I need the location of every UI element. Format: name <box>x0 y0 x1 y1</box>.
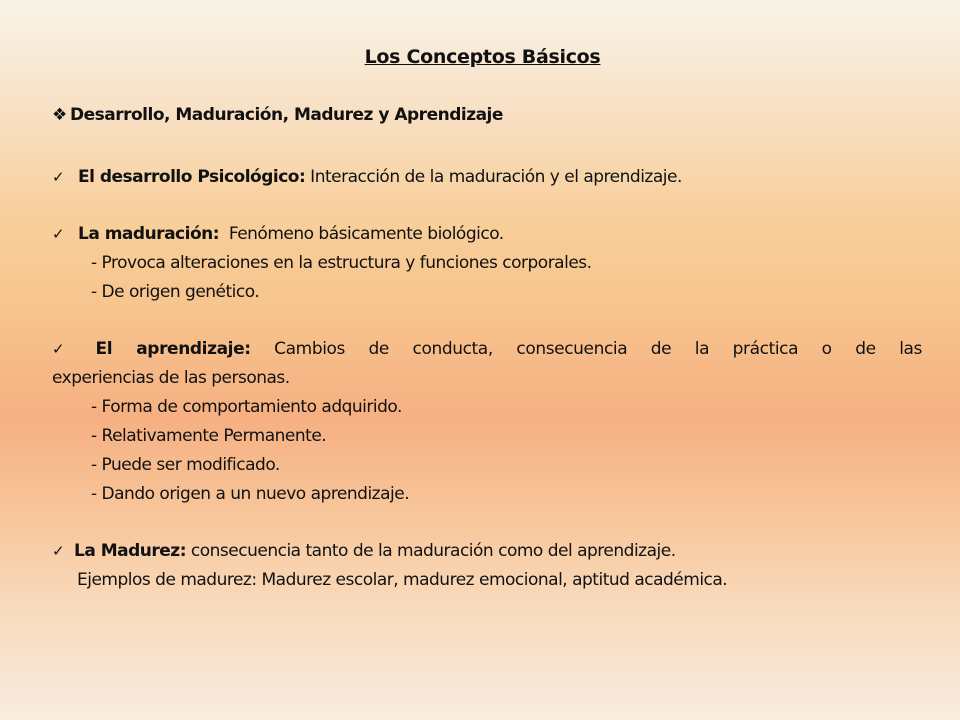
section-heading-row <box>52 105 503 125</box>
madurez-examples: Ejemplos de madurez: Madurez escolar, madurez emocional, aptitud académica. <box>77 570 728 590</box>
subpoint: - Provoca alteraciones en la estructura y funciones corporales. <box>91 253 592 273</box>
checkmark-icon: ✓ <box>52 168 65 186</box>
subpoint: - Forma de comportamiento adquirido. <box>91 397 402 417</box>
term-madurez: La Madurez: <box>74 541 186 561</box>
checkmark-icon: ✓ <box>52 225 65 243</box>
term-desarrollo: El desarrollo Psicológico: <box>78 167 306 187</box>
definition-desarrollo: Interacción de la maduración y el aprendizaje. <box>305 167 682 187</box>
list-item-madurez <box>52 541 676 561</box>
definition-maduracion: Fenómeno básicamente biológico. <box>219 224 504 244</box>
list-item-maduracion <box>52 224 504 244</box>
definition-madurez: consecuencia tanto de la maduración como del aprendizaje. <box>186 541 676 561</box>
slide-title: Los Conceptos Básicos <box>364 46 601 68</box>
checkmark-icon: ✓ <box>52 542 65 560</box>
list-item-aprendizaje <box>52 339 922 359</box>
subpoint: - Dando origen a un nuevo aprendizaje. <box>91 484 410 504</box>
definition-aprendizaje-line2: experiencias de las personas. <box>52 368 290 388</box>
checkmark-icon: ✓ <box>52 340 65 358</box>
subpoint: - De origen genético. <box>91 282 260 302</box>
subpoint: - Relativamente Permanente. <box>91 426 327 446</box>
subpoint: - Puede ser modificado. <box>91 455 280 475</box>
term-aprendizaje: El aprendizaje: <box>95 339 251 359</box>
definition-aprendizaje-line1: Cambios de conducta, consecuencia de la práctica o de las <box>274 339 922 359</box>
section-heading: Desarrollo, Maduración, Madurez y Aprendizaje <box>70 105 503 125</box>
diamond-bullet-icon: ❖ <box>52 105 67 125</box>
list-item-desarrollo <box>52 167 682 187</box>
term-maduracion: La maduración: <box>78 224 220 244</box>
